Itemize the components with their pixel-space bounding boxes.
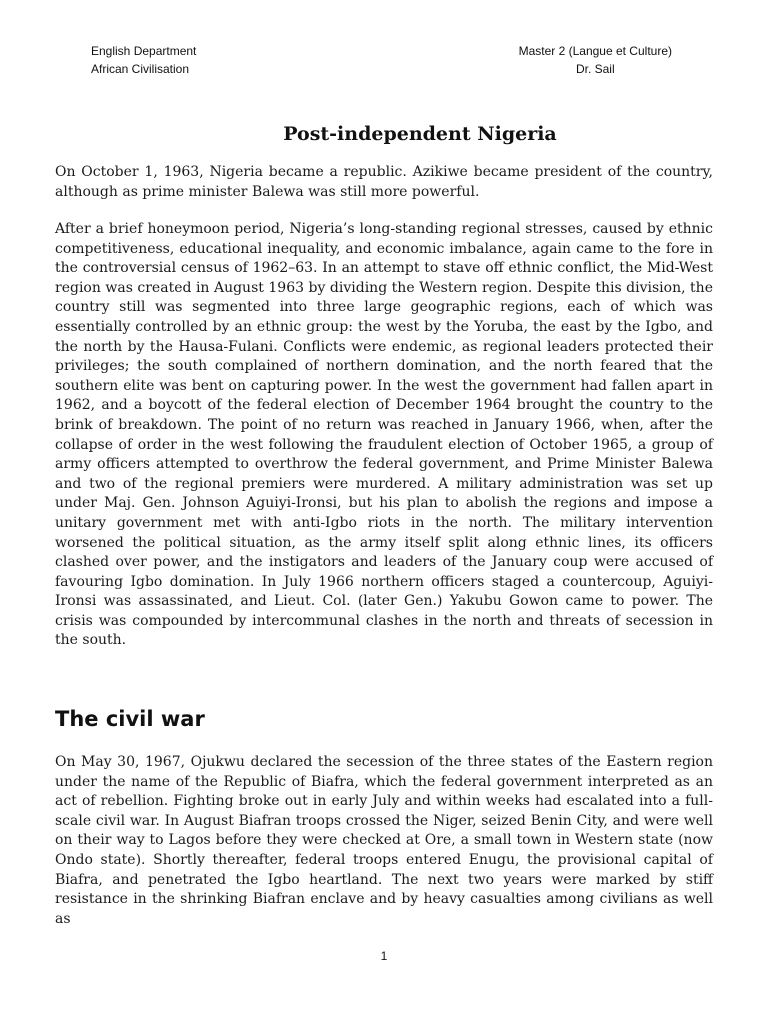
program-label: Master 2 (Langue et Culture) [518, 44, 672, 58]
department-label: English Department [91, 44, 197, 58]
header-right [519, 42, 672, 78]
header-left [91, 42, 196, 78]
page-number: 1 [380, 949, 388, 963]
document-title: Post-independent Nigeria [283, 123, 557, 145]
paragraph-civil-war: On May 30, 1967, Ojukwu declared the secession of the three states of the Eastern region under the name of the Republic of Biafra, which the federal government interpreted as an act of rebellion. Fighting broke out in early July and within weeks had escalated into a full-scale civil war. In August Biafran troops crossed the Niger, seized Benin City, and were well on their way to Lagos before they were checked at Ore, a small town in Western state (now Ondo state). Shortly thereafter, federal troops entered Enugu, the provisional capital of Biafra, and penetrated the Igbo heartland. The next two years were marked by stiff resistance in the shrinking Biafran enclave and by heavy casualties among civilians as well as [55, 754, 713, 927]
section-heading-civil-war: The civil war [55, 707, 205, 731]
paragraph-regional-crisis: After a brief honeymoon period, Nigeria’s long-standing regional stresses, caused by ethnic competitiveness, educational inequality, and economic imbalance, again came to the fore in the controversial census of 1962–63. In an attempt to stave off ethnic conflict, the Mid-West region was created in August 1963 by dividing the Western region. Despite this division, the country still was segmented into three large geographic regions, each of which was essentially controlled by an ethnic group: the west by the Yoruba, the east by the Igbo, and the north by the Hausa-Fulani. Conflicts were endemic, as regional leaders protected their privileges; the south complained of northern domination, and the north feared that the southern elite was bent on capturing power. In the west the government had fallen apart in 1962, and a boycott of the federal election of December 1964 brought the country to the brink of breakdown. The point of no return was reached in January 1966, when, after the collapse of order in the west following the fraudulent election of October 1965, a group of army officers attempted to overthrow the federal government, and Prime Minister Balewa and two of the regional premiers were murdered. A military administration was set up under Maj. Gen. Johnson Aguiyi-Ironsi, but his plan to abolish the regions and impose a unitary government met with anti-Igbo riots in the north. The military intervention worsened the political situation, as the army itself split along ethnic lines, its officers clashed over power, and the instigators and leaders of the January coup were accused of favouring Igbo domination. In July 1966 northern officers staged a countercoup, Aguiyi-Ironsi was assassinated, and Lieut. Col. (later Gen.) Yakubu Gowon came to power. The crisis was compounded by intercommunal clashes in the north and threats of secession in the south. [55, 221, 713, 649]
instructor-label: Dr. Sail [575, 62, 615, 76]
paragraph-republic: On October 1, 1963, Nigeria became a republic. Azikiwe became president of the country, although as prime minister Balewa was still more powerful. [55, 164, 713, 200]
course-label: African Civilisation [91, 62, 190, 76]
